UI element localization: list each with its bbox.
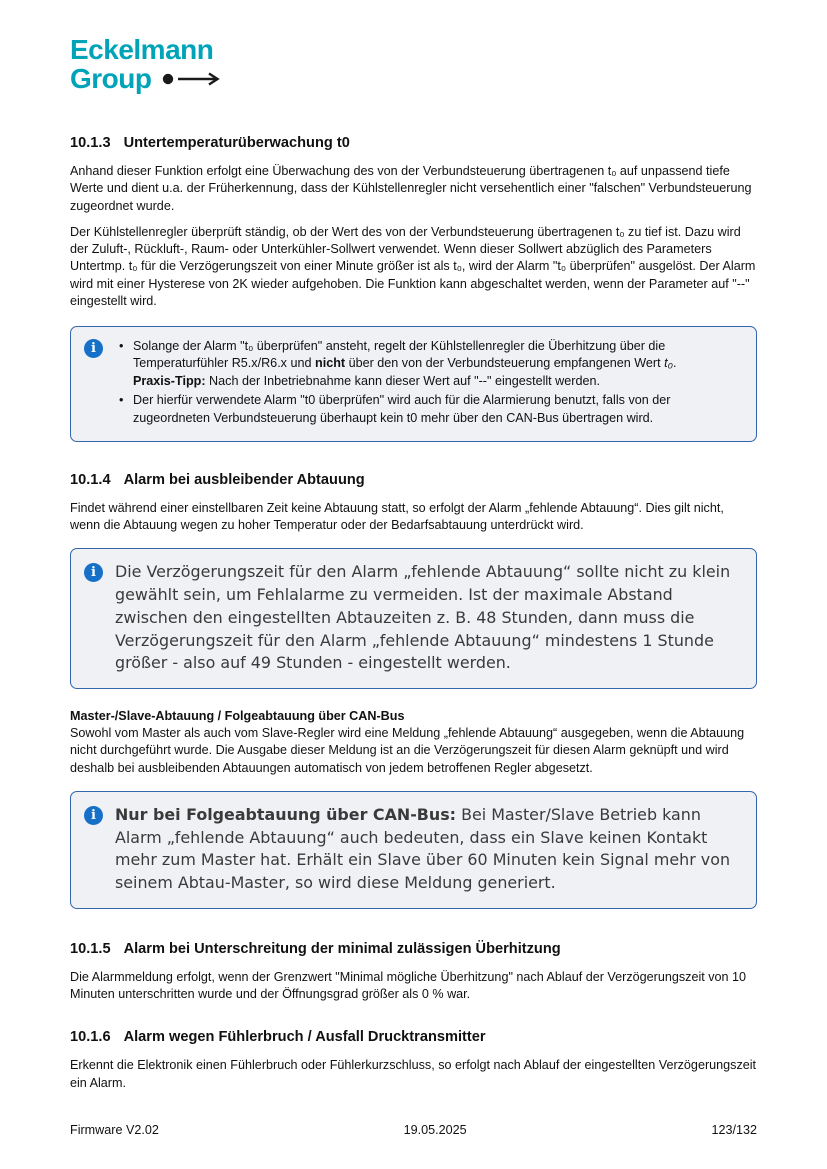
info-box — [70, 791, 757, 909]
footer-page-number: 123/132 — [711, 1123, 757, 1137]
paragraph: Findet während einer einstellbaren Zeit keine Abtauung statt, so erfolgt der Alarm „fehlende Abtauung“. Dies gilt nicht, wenn die Abtauung wegen zu hoher Temperatur oder der Bedarfsabtauung unterdrückt wird. — [70, 500, 724, 533]
logo-dot-arrow-icon — [162, 71, 224, 87]
logo-word-eckelmann: Eckelmann — [70, 34, 214, 65]
section-title: Untertemperaturüberwachung t0 — [123, 135, 350, 152]
section-heading-10-1-4 — [70, 472, 757, 488]
info-icon: i — [84, 806, 103, 825]
paragraph: Erkennt die Elektronik einen Fühlerbruch oder Fühlerkurzschluss, so erfolgt nach Ablauf der eingestellten Verzögerungszeit ein Alarm. — [70, 1058, 757, 1090]
info-text: Nur bei Folgeabtauung über CAN-Bus: Bei Master/Slave Betrieb kann Alarm „fehlende Abtauung“ auch bedeuten, dass ein Slave keinen Kontakt mehr zum Master hat. Erhält ein Slave über 60 Minuten kein Signal mehr von seinem Abtau-Master, so wird diese Meldung generiert. — [115, 804, 731, 893]
section-heading-10-1-5 — [70, 941, 757, 957]
bold-text: Praxis-Tipp: — [133, 373, 206, 388]
section-number: 10.1.5 — [70, 940, 111, 957]
info-bullet: • Der hierfür verwendete Alarm "t0 überprüfen" wird auch für die Alarmierung benutzt, falls von der zugeordneten Verbundsteuerung überhaupt kein t0 mehr über den CAN-Bus übertragen wird. — [129, 392, 742, 427]
section-title: Alarm bei Unterschreitung der minimal zulässigen Überhitzung — [123, 940, 561, 957]
company-logo — [70, 36, 757, 93]
info-icon: i — [84, 339, 103, 358]
section-title: Alarm wegen Fühlerbruch / Ausfall Drucktransmitter — [123, 1029, 486, 1046]
info-bullet: • Solange der Alarm "t₀ überprüfen" ansteht, regelt der Kühlstellenregler die Überhitzung über die Temperaturfühler R5.x/R6.x und nicht über den von der Verbundsteuerung empfangenen Wert t₀. Praxis-Tipp: Nach der Inbetriebnahme kann dieser Wert auf "--" eingestellt werden. — [129, 338, 742, 390]
page-footer — [70, 1123, 757, 1137]
info-box — [70, 326, 757, 442]
section-heading-10-1-3 — [70, 135, 757, 151]
logo-word-group: Group — [70, 62, 152, 94]
paragraph: Anhand dieser Funktion erfolgt eine Überwachung des von der Verbundsteuerung übertragenen t₀ auf unpassend tiefe Werte und dient u.a. der Früherkennung, dass der Kühlstellenregler nicht versehentlich einer "falschen" Verbundsteuerung zugeordnet wurde. — [70, 164, 752, 213]
info-text: Die Verzögerungszeit für den Alarm „fehlende Abtauung“ sollte nicht zu klein gewählt sein, um Fehlalarme zu vermeiden. Ist der maximale Abstand zwischen den eingestellten Abtauzeiten z. B. 48 Stunden, dann muss die Verzögerungszeit für den Alarm „fehlende Abtauung“ mindestens 1 Stunde größer - also auf 49 Stunden - eingestellt werden. — [115, 562, 731, 673]
section-number: 10.1.6 — [70, 1029, 111, 1046]
footer-date: 19.05.2025 — [403, 1123, 467, 1137]
section-number: 10.1.3 — [70, 135, 111, 152]
info-icon: i — [84, 563, 103, 582]
info-bullet-list — [115, 338, 742, 429]
info-box — [70, 548, 757, 689]
paragraph: Die Alarmmeldung erfolgt, wenn der Grenzwert "Minimal mögliche Überhitzung" nach Ablauf der Verzögerungszeit von 10 Minuten unterschritten wurde und der Öffnungsgrad größer als 0 % war. — [70, 969, 747, 1002]
bold-text: nicht — [315, 356, 346, 371]
section-heading-10-1-6 — [70, 1029, 757, 1045]
footer-firmware-version: Firmware V2.02 — [70, 1123, 159, 1137]
italic-text: t₀ — [664, 356, 673, 371]
bold-text: Nur bei Folgeabtauung über CAN-Bus: — [115, 804, 457, 824]
subsection-heading: Master-/Slave-Abtauung / Folgeabtauung über CAN-Bus — [70, 709, 405, 724]
paragraph: Der Kühlstellenregler überprüft ständig, ob der Wert des von der Verbundsteuerung übertragenen t₀ zu tief ist. Dazu wird der Zuluft-, Rückluft-, Raum- oder Unterkühler-Sollwert verwendet. Wenn dieser Sollwert abzüglich des Parameters Untertmp. t₀ für die Verzögerungszeit von einer Minute größer ist als t₀, wird der Alarm "t₀ überprüfen" ausgelöst. Der Alarm wird mit einer Hysterese von 2K wieder aufgehoben. Die Funktion kann abgeschaltet werden, wenn der Parameter auf "--" eingestellt wird. — [70, 224, 756, 308]
section-number: 10.1.4 — [70, 471, 111, 488]
paragraph: Sowohl vom Master als auch vom Slave-Regler wird eine Meldung „fehlende Abtauung“ ausgegeben, wenn die Abtauung nicht durchgeführt wurde. Die Ausgabe dieser Meldung ist an die Verzögerungszeit für diesen Alarm geknüpft und wird deshalb bei ausbleibenden Abtauungen automatisch von jedem betroffenen Regler abgesetzt. — [70, 726, 745, 775]
section-title: Alarm bei ausbleibender Abtauung — [123, 471, 365, 488]
